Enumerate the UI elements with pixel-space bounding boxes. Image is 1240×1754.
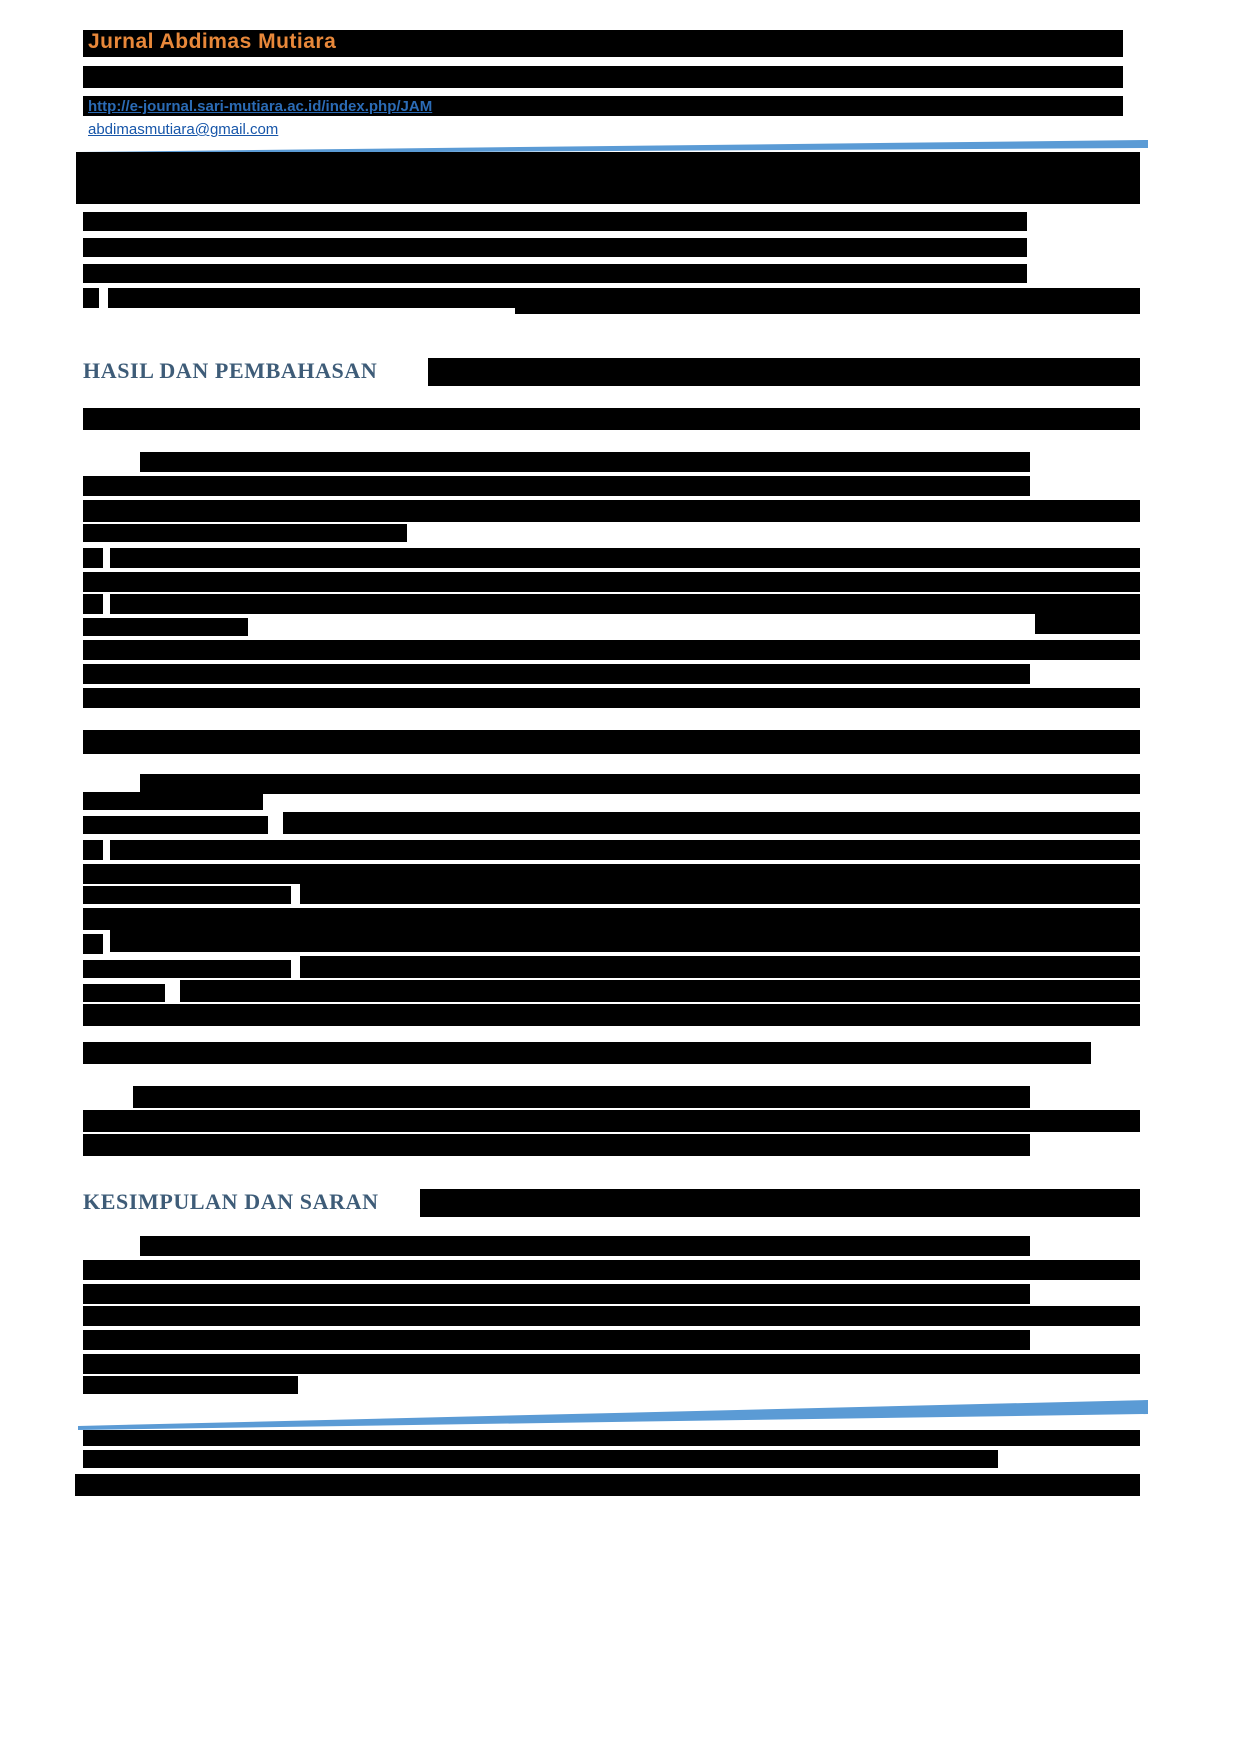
- header-redaction-line-2: [83, 66, 1123, 88]
- redaction-bar: [140, 452, 1030, 472]
- redaction-bar: [76, 152, 1140, 204]
- redaction-bar: [83, 408, 1140, 430]
- redaction-bar: [110, 594, 1140, 614]
- redaction-bar: [83, 238, 1027, 257]
- redaction-bar: [83, 1376, 298, 1394]
- redaction-bar: [283, 812, 1140, 834]
- redaction-bar: [110, 840, 1140, 860]
- redaction-bar: [83, 1430, 1140, 1446]
- redaction-bar: [83, 500, 1140, 522]
- section-heading-kesimpulan-dan-saran: KESIMPULAN DAN SARAN: [83, 1189, 385, 1215]
- redaction-bar: [83, 548, 103, 568]
- redaction-bar: [83, 984, 165, 1002]
- redaction-bar: [83, 1330, 1030, 1350]
- redaction-bar: [83, 886, 291, 904]
- redaction-bar: [110, 930, 1140, 952]
- redaction-bar: [83, 1306, 1140, 1326]
- footer-rule-shape: [78, 1400, 1148, 1430]
- redaction-bar: [83, 840, 103, 860]
- redaction-bar: [140, 774, 1140, 794]
- redaction-bar: [83, 524, 407, 542]
- redaction-bar: [83, 792, 263, 810]
- redaction-bar: [428, 358, 1140, 386]
- redaction-bar: [83, 934, 103, 954]
- redaction-bar: [83, 1042, 1091, 1064]
- redaction-bar: [83, 730, 1140, 754]
- redaction-bar: [83, 664, 1030, 684]
- redaction-bar: [83, 476, 1030, 496]
- redaction-bar: [110, 548, 1140, 568]
- redaction-bar: [83, 640, 1140, 660]
- redaction-bar: [133, 1086, 1030, 1108]
- journal-url-link[interactable]: http://e-journal.sari-mutiara.ac.id/index.php/JAM: [88, 98, 433, 115]
- redaction-bar: [83, 594, 103, 614]
- redaction-bar: [83, 1450, 998, 1468]
- redaction-bar: [83, 816, 268, 834]
- redaction-bar: [83, 264, 1027, 283]
- journal-email-link[interactable]: abdimasmutiara@gmail.com: [88, 121, 279, 138]
- redaction-bar: [83, 572, 1140, 592]
- redaction-bar: [140, 1236, 1030, 1256]
- redaction-bar: [83, 288, 99, 308]
- redaction-bar: [83, 1354, 1140, 1374]
- redaction-bar: [420, 1189, 1140, 1217]
- footer-divider-rule: [78, 1400, 1148, 1430]
- section-heading-hasil-dan-pembahasan: HASIL DAN PEMBAHASAN: [83, 358, 383, 384]
- redaction-bar: [83, 212, 1027, 231]
- redaction-bar: [83, 864, 1140, 884]
- redaction-bar: [300, 956, 1140, 978]
- redaction-bar: [515, 306, 1140, 314]
- redaction-bar: [83, 1260, 1140, 1280]
- redaction-bar: [83, 1134, 1030, 1156]
- redaction-bar: [180, 980, 1140, 1002]
- journal-title: Jurnal Abdimas Mutiara: [88, 30, 337, 53]
- redaction-bar: [83, 1004, 1140, 1026]
- redaction-bar: [75, 1474, 1140, 1496]
- redaction-bar: [83, 908, 1140, 930]
- redaction-bar: [83, 960, 291, 978]
- redaction-bar: [300, 882, 1140, 904]
- redaction-bar: [83, 1110, 1140, 1132]
- redaction-bar: [83, 1284, 1030, 1304]
- redaction-bar: [1035, 614, 1140, 634]
- redaction-bar: [83, 688, 1140, 708]
- redaction-bar: [83, 618, 248, 636]
- redaction-bar: [108, 288, 1140, 308]
